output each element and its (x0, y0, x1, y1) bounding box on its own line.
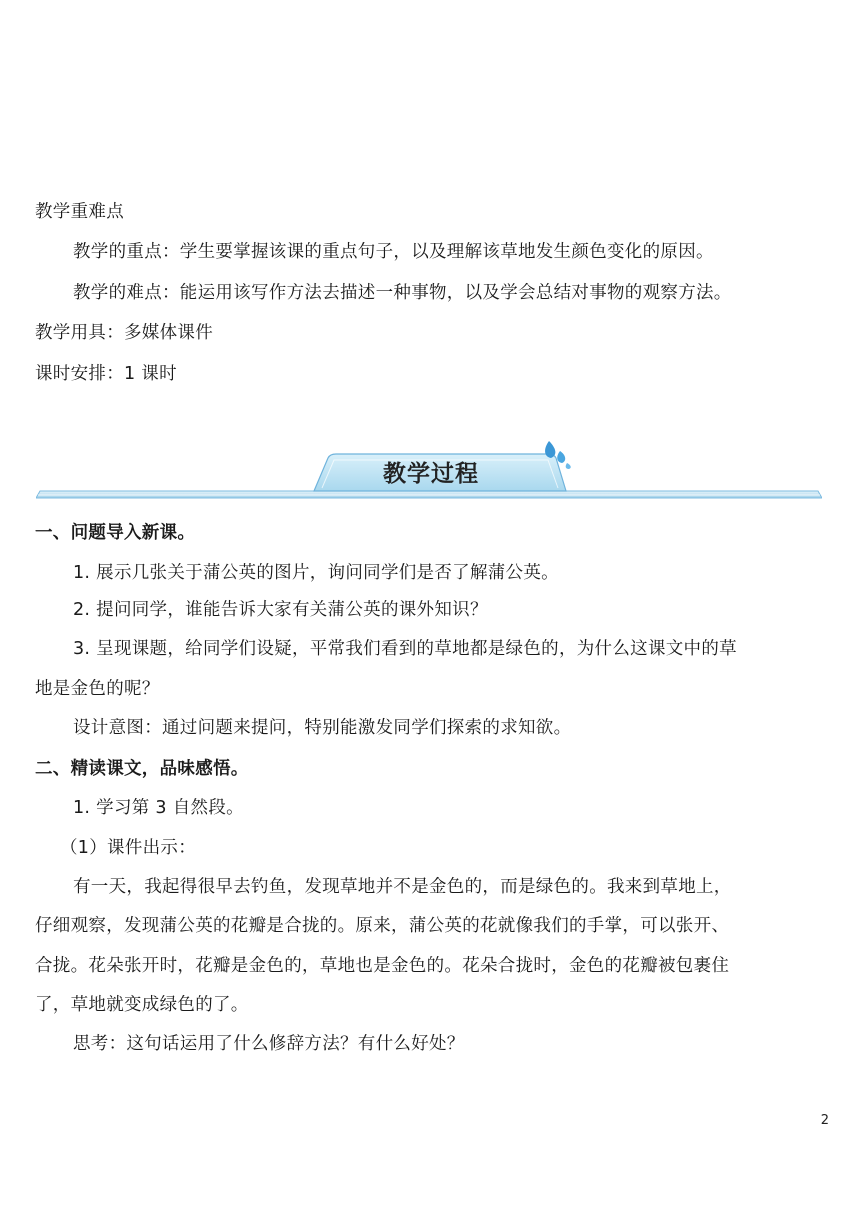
part1-item3-line2: 地是金色的呢？ (35, 679, 160, 699)
part1-heading: 一、问题导入新课。 (35, 523, 196, 543)
passage-line1: 有一天，我起得很早去钓鱼，发现草地并不是金色的，而是绿色的。我来到草地上， (73, 877, 732, 897)
part1-item2: 2. 提问同学，谁能告诉大家有关蒲公英的课外知识？ (73, 600, 488, 620)
part2-question: 思考：这句话运用了什么修辞方法？有什么好处？ (73, 1034, 465, 1054)
part1-design-intent: 设计意图：通过问题来提问，特别能激发同学们探索的求知欲。 (73, 718, 572, 738)
part2-item1: 1. 学习第 3 自然段。 (73, 798, 244, 818)
banner-title: 教学过程 (383, 461, 479, 487)
key-point-text: 教学的重点：学生要掌握该课的重点句子，以及理解该草地发生颜色变化的原因。 (73, 242, 714, 262)
part2-heading: 二、精读课文，品味感悟。 (35, 759, 249, 779)
teaching-tools-text: 教学用具：多媒体课件 (35, 323, 213, 343)
passage-line3: 合拢。花朵张开时，花瓣是金色的，草地也是金色的。花朵合拢时，金色的花瓣被包裹住 (35, 956, 730, 976)
part1-item3-line1: 3. 呈现课题，给同学们设疑，平常我们看到的草地都是绿色的，为什么这课文中的草 (73, 639, 737, 659)
schedule-text: 课时安排：1 课时 (35, 364, 177, 384)
water-drop-icon (545, 441, 555, 458)
part1-item1: 1. 展示几张关于蒲公英的图片，询问同学们是否了解蒲公英。 (73, 563, 559, 583)
page-number: 2 (820, 1113, 829, 1128)
passage-line2: 仔细观察，发现蒲公英的花瓣是合拢的。原来，蒲公英的花就像我们的手掌，可以张开、 (35, 916, 730, 936)
part2-sub1: （1）课件出示： (60, 838, 197, 858)
key-difficulties-heading: 教学重难点 (35, 202, 124, 222)
difficult-point-text: 教学的难点：能运用该写作方法去描述一种事物，以及学会总结对事物的观察方法。 (73, 283, 732, 303)
passage-line4: 了，草地就变成绿色的了。 (35, 995, 249, 1015)
